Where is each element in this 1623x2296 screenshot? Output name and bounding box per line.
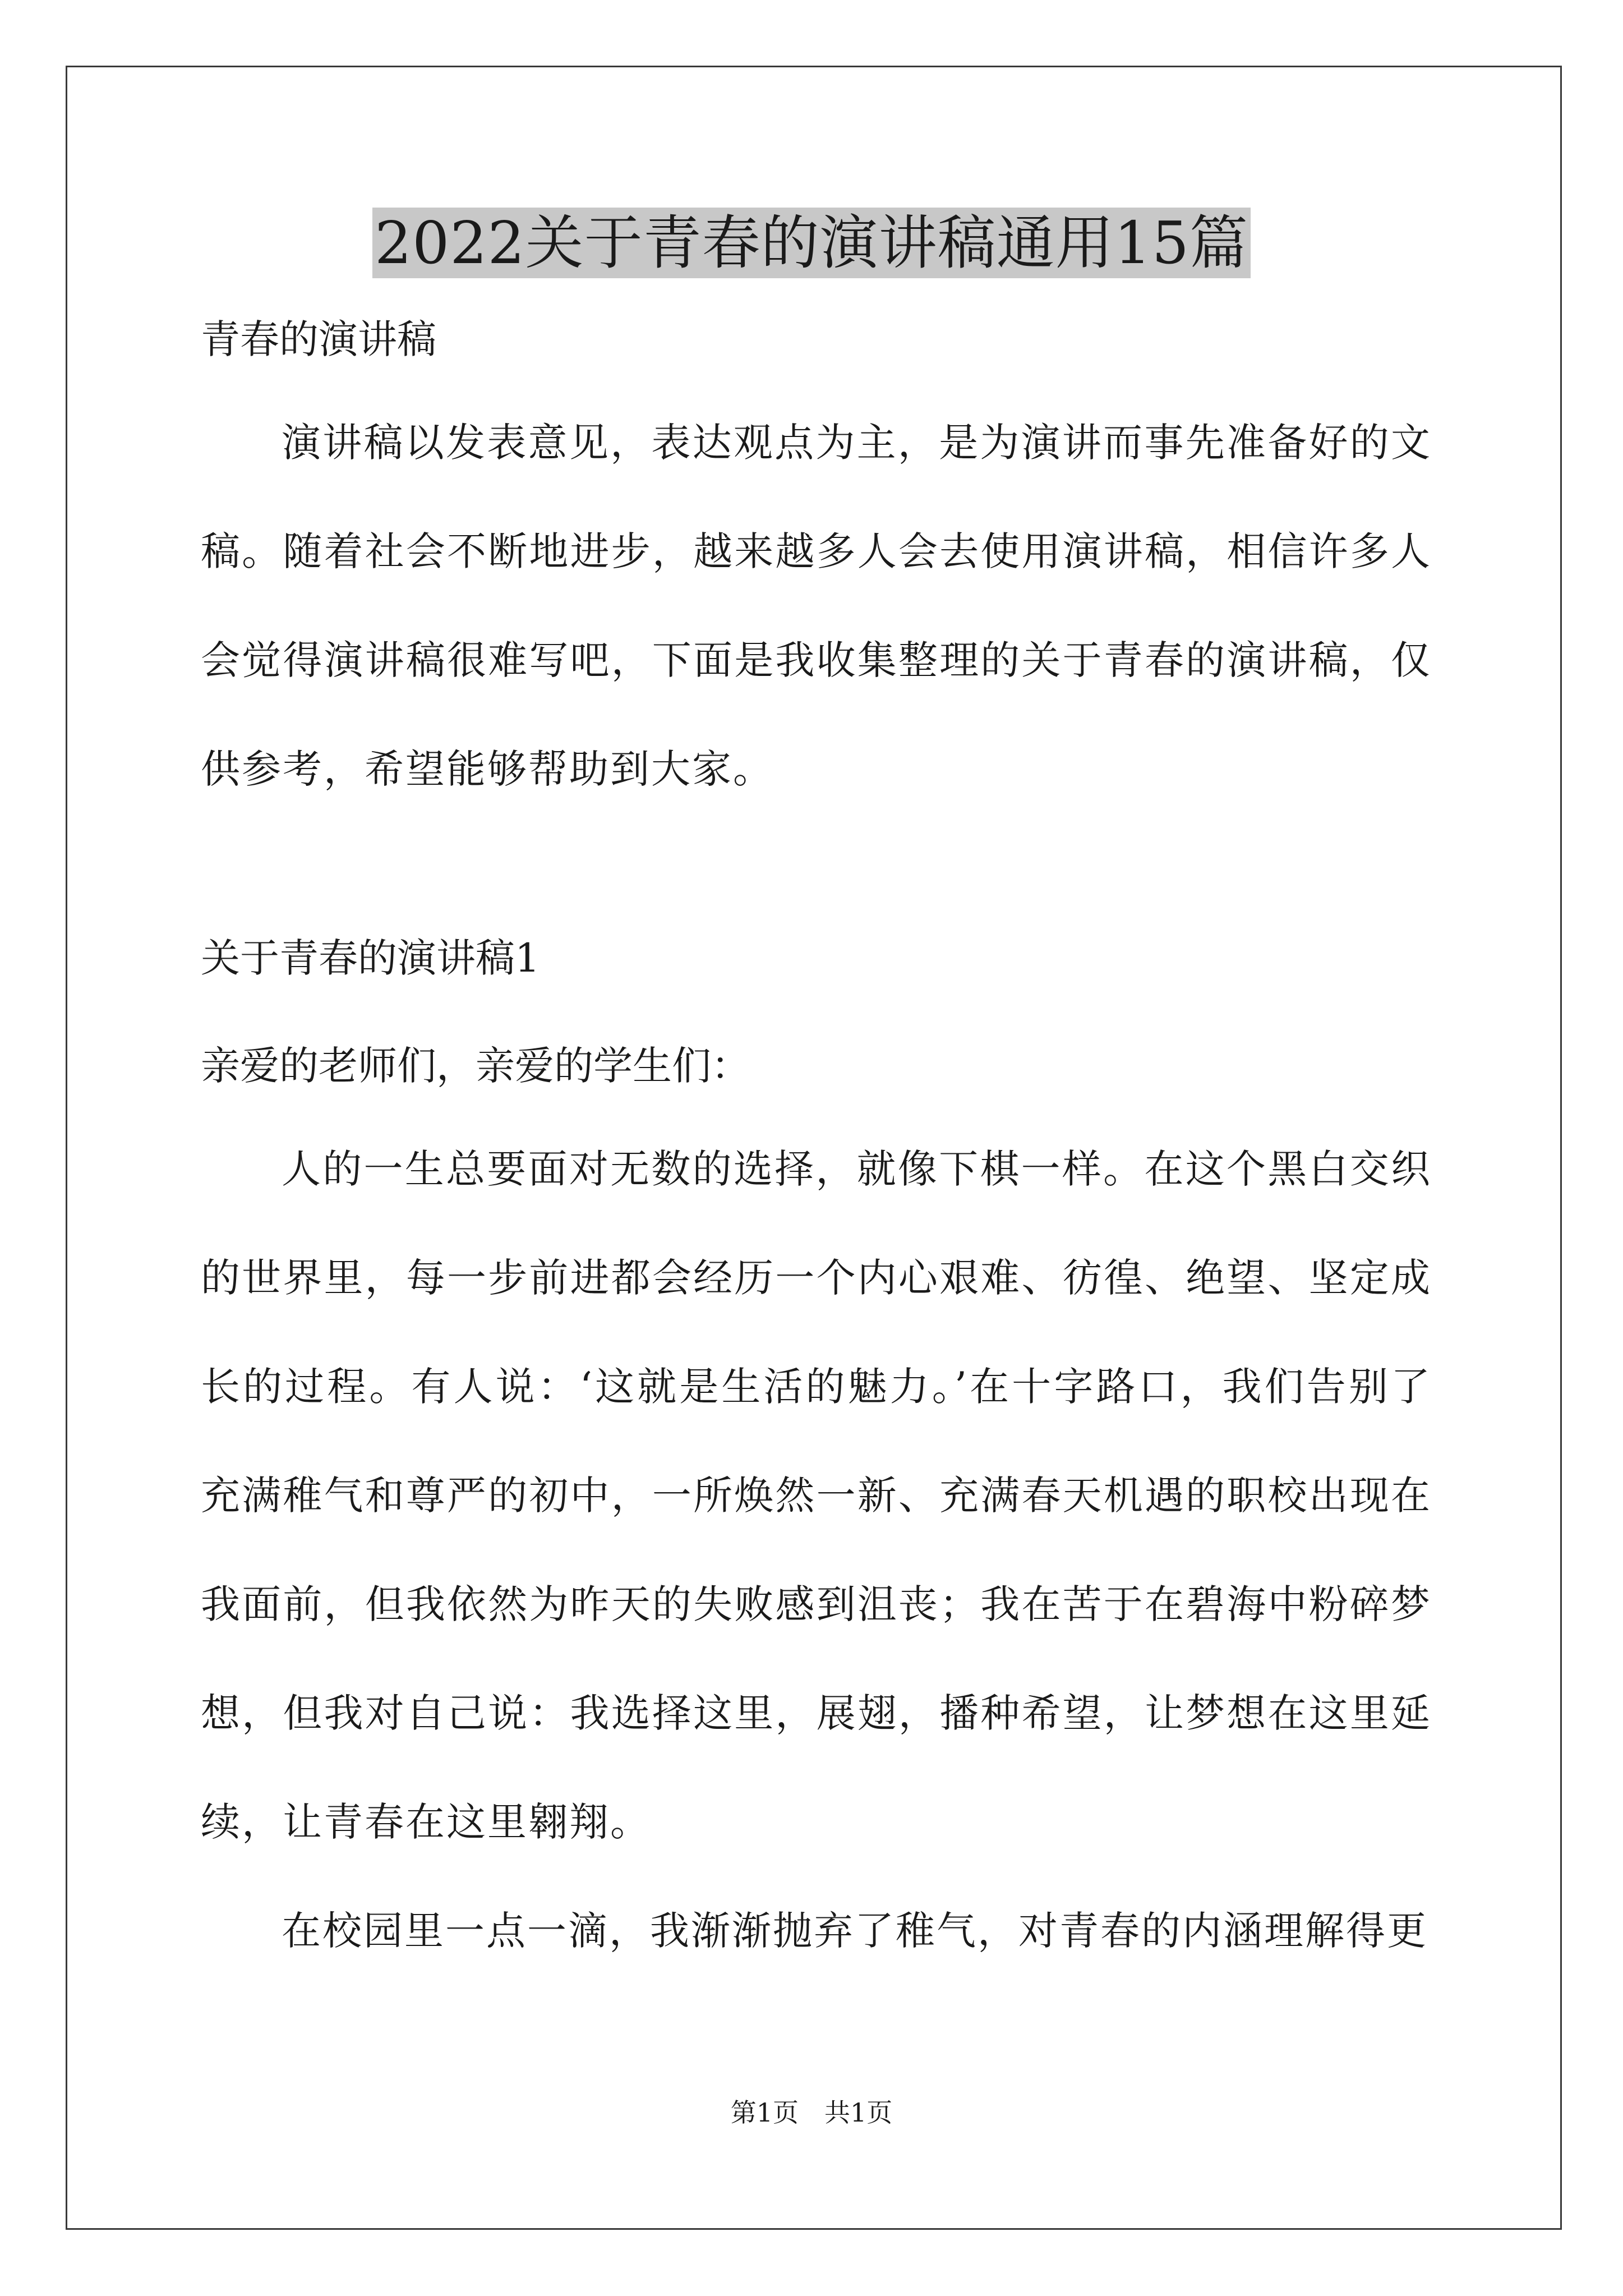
document-body (201, 314, 1432, 1985)
document-title: 2022关于青春的演讲稿通用15篇 (372, 208, 1251, 278)
intro-paragraph: 演讲稿以发表意见，表达观点为主，是为演讲而事先准备好的文稿。随着社会不断地进步，越来越多人会去使用演讲稿，相信许多人会觉得演讲稿很难写吧，下面是我收集整理的关于青春的演讲稿，仅供参考，希望能够帮助到大家。 (201, 420, 1432, 792)
salutation: 亲爱的老师们，亲爱的学生们： (201, 1043, 750, 1089)
section-heading: 关于青春的演讲稿1 (201, 935, 540, 981)
intro-heading: 青春的演讲稿 (201, 316, 436, 362)
body-paragraph-1: 人的一生总要面对无数的选择，就像下棋一样。在这个黑白交织的世界里，每一步前进都会经历一个内心艰难、彷徨、绝望、坚定成长的过程。有人说：‘这就是生活的魅力。’在十字路口，我们告别了充满稚气和尊严的初中，一所焕然一新、充满春天机遇的职校出现在我面前，但我依然为昨天的失败感到沮丧；我在苦于在碧海中粉碎梦想，但我对自己说：我选择这里，展翅，播种希望，让梦想在这里延续，让青春在这里翱翔。 (201, 1146, 1432, 1845)
title-container (0, 208, 1623, 278)
body-paragraph-2: 在校园里一点一滴，我渐渐抛弃了稚气，对青春的内涵理解得更 (282, 1908, 1428, 1954)
page-footer: 第1页 共1页 (730, 2097, 893, 2128)
